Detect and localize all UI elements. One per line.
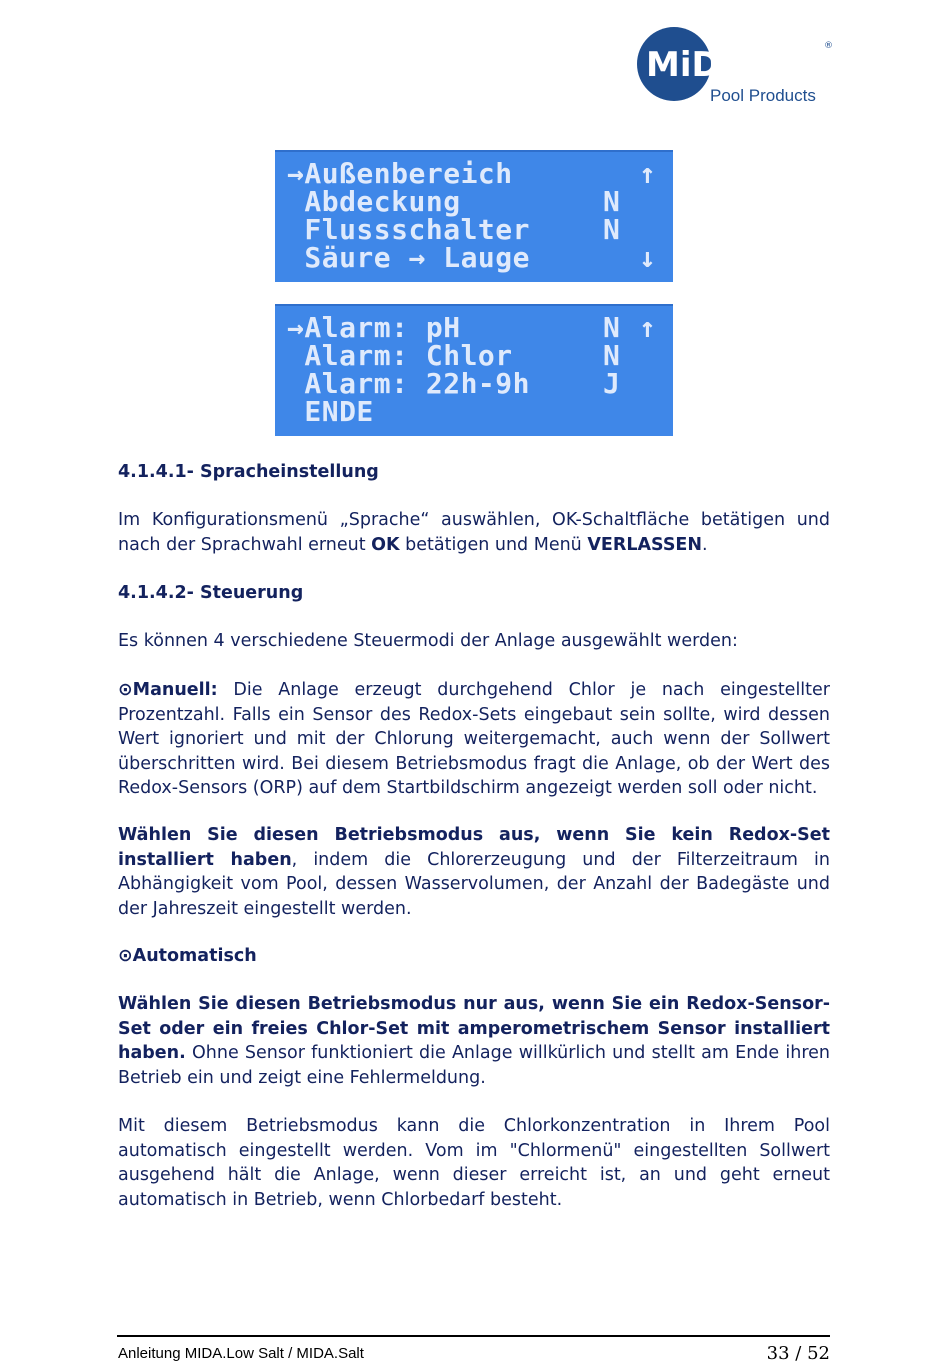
- automatic-mode-description: Mit diesem Betriebsmodus kann die Chlorkonzentration in Ihrem Pool automatisch eingestellt werden. Vom im "Chlormenü" eingestellten Sollwert ausgehend hält die Anlage, wenn dieser erreicht ist, an und geht erneut automatisch in Betrieb, wenn Chlorbedarf besteht.: [118, 1116, 830, 1210]
- manual-hint-bold: Wählen Sie diesen Betriebsmodus aus, wenn Sie kein Redox-Set installiert haben: [118, 825, 830, 870]
- manual-mode-description: [118, 678, 830, 801]
- footer-document-title: Anleitung MIDA.Low Salt / MIDA.Salt: [118, 1345, 364, 1362]
- section-language-text: [118, 508, 830, 557]
- section-heading-language: 4.1.4.1- Spracheinstellung: [118, 462, 379, 482]
- lcd-scroll-up-icon: ↑: [639, 157, 657, 190]
- footer-divider: [117, 1335, 830, 1337]
- midas-logo: [636, 26, 832, 106]
- lcd-row: [275, 311, 673, 344]
- lcd-row: [275, 213, 673, 246]
- text-run: Ohne Sensor funktioniert die Anlage willkürlich und stellt am Ende ihren Betrieb ein und zeigt eine Fehlermeldung.: [118, 1043, 830, 1088]
- lcd-row-value: N: [603, 185, 621, 218]
- lcd-row-value: N: [603, 339, 621, 372]
- automatic-mode-hint: [118, 992, 830, 1090]
- lcd-row-label: Alarm: Chlor: [287, 339, 513, 372]
- lcd-screen-alarms: [275, 304, 673, 436]
- lcd-row: [275, 157, 673, 190]
- lcd-row-label: ENDE: [287, 395, 374, 428]
- section-heading-control: 4.1.4.2- Steuerung: [118, 583, 304, 603]
- lcd-scroll-up-icon: ↑: [639, 311, 657, 344]
- lcd-row: [275, 241, 673, 274]
- logo-subtitle: Pool Products: [710, 86, 816, 105]
- lcd-row: [275, 395, 673, 428]
- text-run: , indem die Chlorerzeugung und der Filterzeitraum in Abhängigkeit vom Pool, dessen Wasservolumen, der Anzahl der Badegäste und der Jahreszeit eingestellt werden.: [118, 849, 830, 919]
- lcd-row-value: J: [603, 367, 621, 400]
- ok-keyword: OK: [371, 534, 400, 555]
- text-run: betätigen und Menü: [399, 534, 588, 555]
- lcd-row-value: N: [603, 311, 621, 344]
- manual-mode-label: ⊙Manuell:: [118, 680, 218, 700]
- lcd-row-value: N: [603, 213, 621, 246]
- lcd-row: [275, 185, 673, 218]
- lcd-row-label: Flussschalter: [287, 213, 531, 246]
- logo-brand-text: MiDAS: [646, 45, 771, 85]
- control-intro: Es können 4 verschiedene Steuermodi der Anlage ausgewählt werden:: [118, 631, 738, 651]
- manual-mode-hint: [118, 823, 830, 921]
- lcd-scroll-down-icon: ↓: [639, 241, 657, 274]
- page-number: 33 / 52: [766, 1343, 830, 1364]
- automatic-mode-label: ⊙Automatisch: [118, 946, 257, 966]
- lcd-row: [275, 367, 673, 400]
- logo-registered: ®: [824, 41, 833, 51]
- lcd-row-label: Alarm: 22h-9h: [287, 367, 531, 400]
- lcd-row-label: Abdeckung: [287, 185, 461, 218]
- lcd-screen-settings: [275, 150, 673, 282]
- lcd-row-label: Säure → Lauge: [287, 241, 531, 274]
- text-run: Im Konfigurationsmenü „Sprache“ auswählen, OK-Schaltfläche betätigen und nach der Sprachwahl erneut: [118, 510, 830, 555]
- lcd-row: [275, 339, 673, 372]
- auto-hint-bold: Wählen Sie diesen Betriebsmodus nur aus, wenn Sie ein Redox-Sensor-Set oder ein freies Chlor-Set mit amperometrischem Sensor installiert haben.: [118, 994, 830, 1063]
- lcd-row-label: →Alarm: pH: [287, 311, 461, 344]
- exit-keyword: VERLASSEN: [587, 534, 703, 555]
- text-run: Die Anlage erzeugt durchgehend Chlor je nach eingestellter Prozentzahl. Falls ein Sensor des Redox-Sets eingebaut sein sollte, wird dessen Wert ignoriert und mit der Chlorung weitergemacht, auch wenn der Sollwert überschritten wird. Bei diesem Betriebsmodus fragt die Anlage, ob der Wert des Redox-Sensors (ORP) auf dem Startbildschirm angezeigt werden soll oder nicht.: [118, 680, 830, 798]
- lcd-row-label: →Außenbereich: [287, 157, 513, 190]
- text-run: .: [702, 534, 708, 555]
